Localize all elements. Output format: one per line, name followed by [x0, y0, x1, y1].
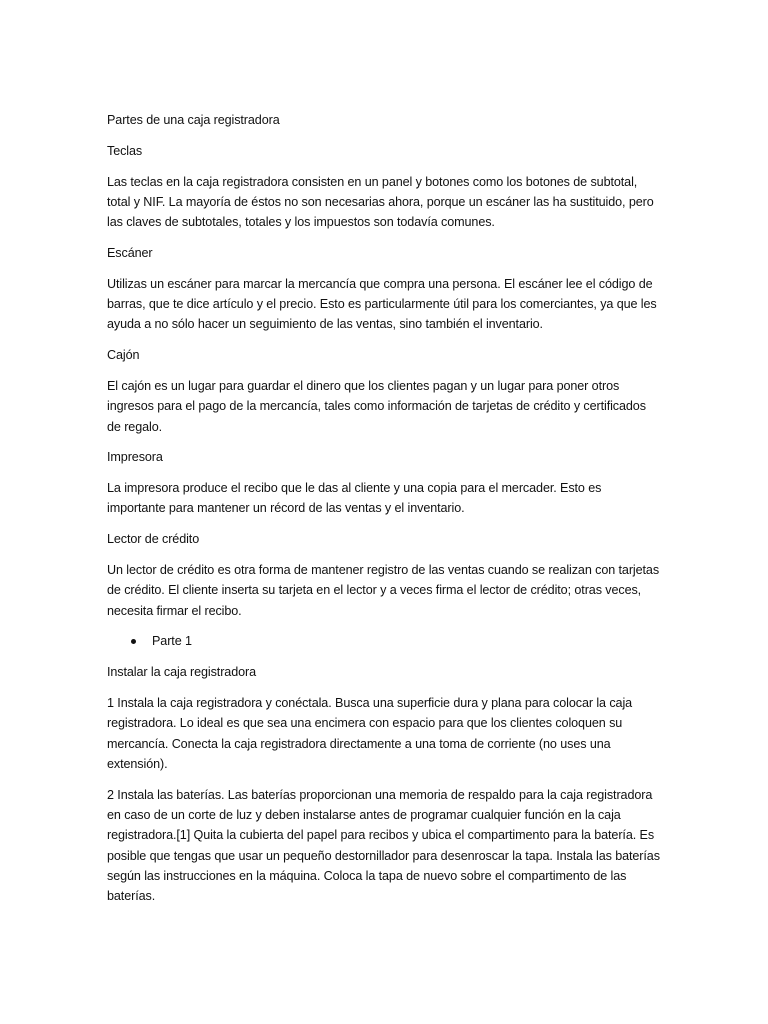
step-1: 1 Instala la caja registradora y conéctala. Busca una superficie dura y plana para colocar la caja registradora. Lo ideal es que sea una encimera con espacio para que los clientes coloquen su mercancía. Conecta la caja registradora directamente a una toma de corriente (no uses una extensión).	[107, 696, 633, 771]
bullet-item-parte-1	[107, 631, 663, 651]
part-title: Instalar la caja registradora	[107, 665, 257, 680]
section-body-escaner: Utilizas un escáner para marcar la mercancía que compra una persona. El escáner lee el código de barras, que te dice artículo y el precio. Esto es particularmente útil para los comerciantes, ya que les ayuda a no sólo hacer un seguimiento de las ventas, sino también el inventario.	[107, 276, 657, 332]
section-heading-lector: Lector de crédito	[107, 532, 200, 547]
document-title: Partes de una caja registradora	[107, 113, 280, 127]
document-page	[107, 110, 663, 917]
bullet-label: Parte 1	[152, 634, 192, 649]
section-heading-teclas: Teclas	[107, 143, 143, 158]
section-body-teclas: Las teclas en la caja registradora consisten en un panel y botones como los botones de subtotal, total y NIF. La mayoría de éstos no son necesarias ahora, porque un escáner las ha sustituido, pero las claves de subtotales, totales y los impuestos son todavía comunes.	[107, 174, 654, 230]
bullet-dot-icon	[131, 639, 136, 644]
section-heading-cajon: Cajón	[107, 348, 140, 363]
section-body-lector: Un lector de crédito es otra forma de mantener registro de las ventas cuando se realizan con tarjetas de crédito. El cliente inserta su tarjeta en el lector y a veces firma el lector de crédito; otras veces, necesita firmar el recibo.	[107, 563, 660, 618]
step-2: 2 Instala las baterías. Las baterías proporcionan una memoria de respaldo para la caja registradora en caso de un corte de luz y deben instalarse antes de programar cualquier función en la caja registradora.[1] Quita la cubierta del papel para recibos y ubica el compartimento para la batería. Es posible que tengas que usar un pequeño destornillador para desenroscar la tapa. Instala las baterías según las instrucciones en la máquina. Coloca la tapa de nuevo sobre el compartimento de las baterías.	[107, 787, 660, 904]
section-heading-impresora: Impresora	[107, 450, 163, 465]
section-body-impresora: La impresora produce el recibo que le das al cliente y una copia para el mercader. Esto es importante para mantener un récord de las ventas y el inventario.	[107, 481, 602, 516]
section-body-cajon: El cajón es un lugar para guardar el dinero que los clientes pagan y un lugar para poner otros ingresos para el pago de la mercancía, tales como información de tarjetas de crédito y certificados de regalo.	[107, 378, 646, 434]
section-heading-escaner: Escáner	[107, 245, 153, 260]
